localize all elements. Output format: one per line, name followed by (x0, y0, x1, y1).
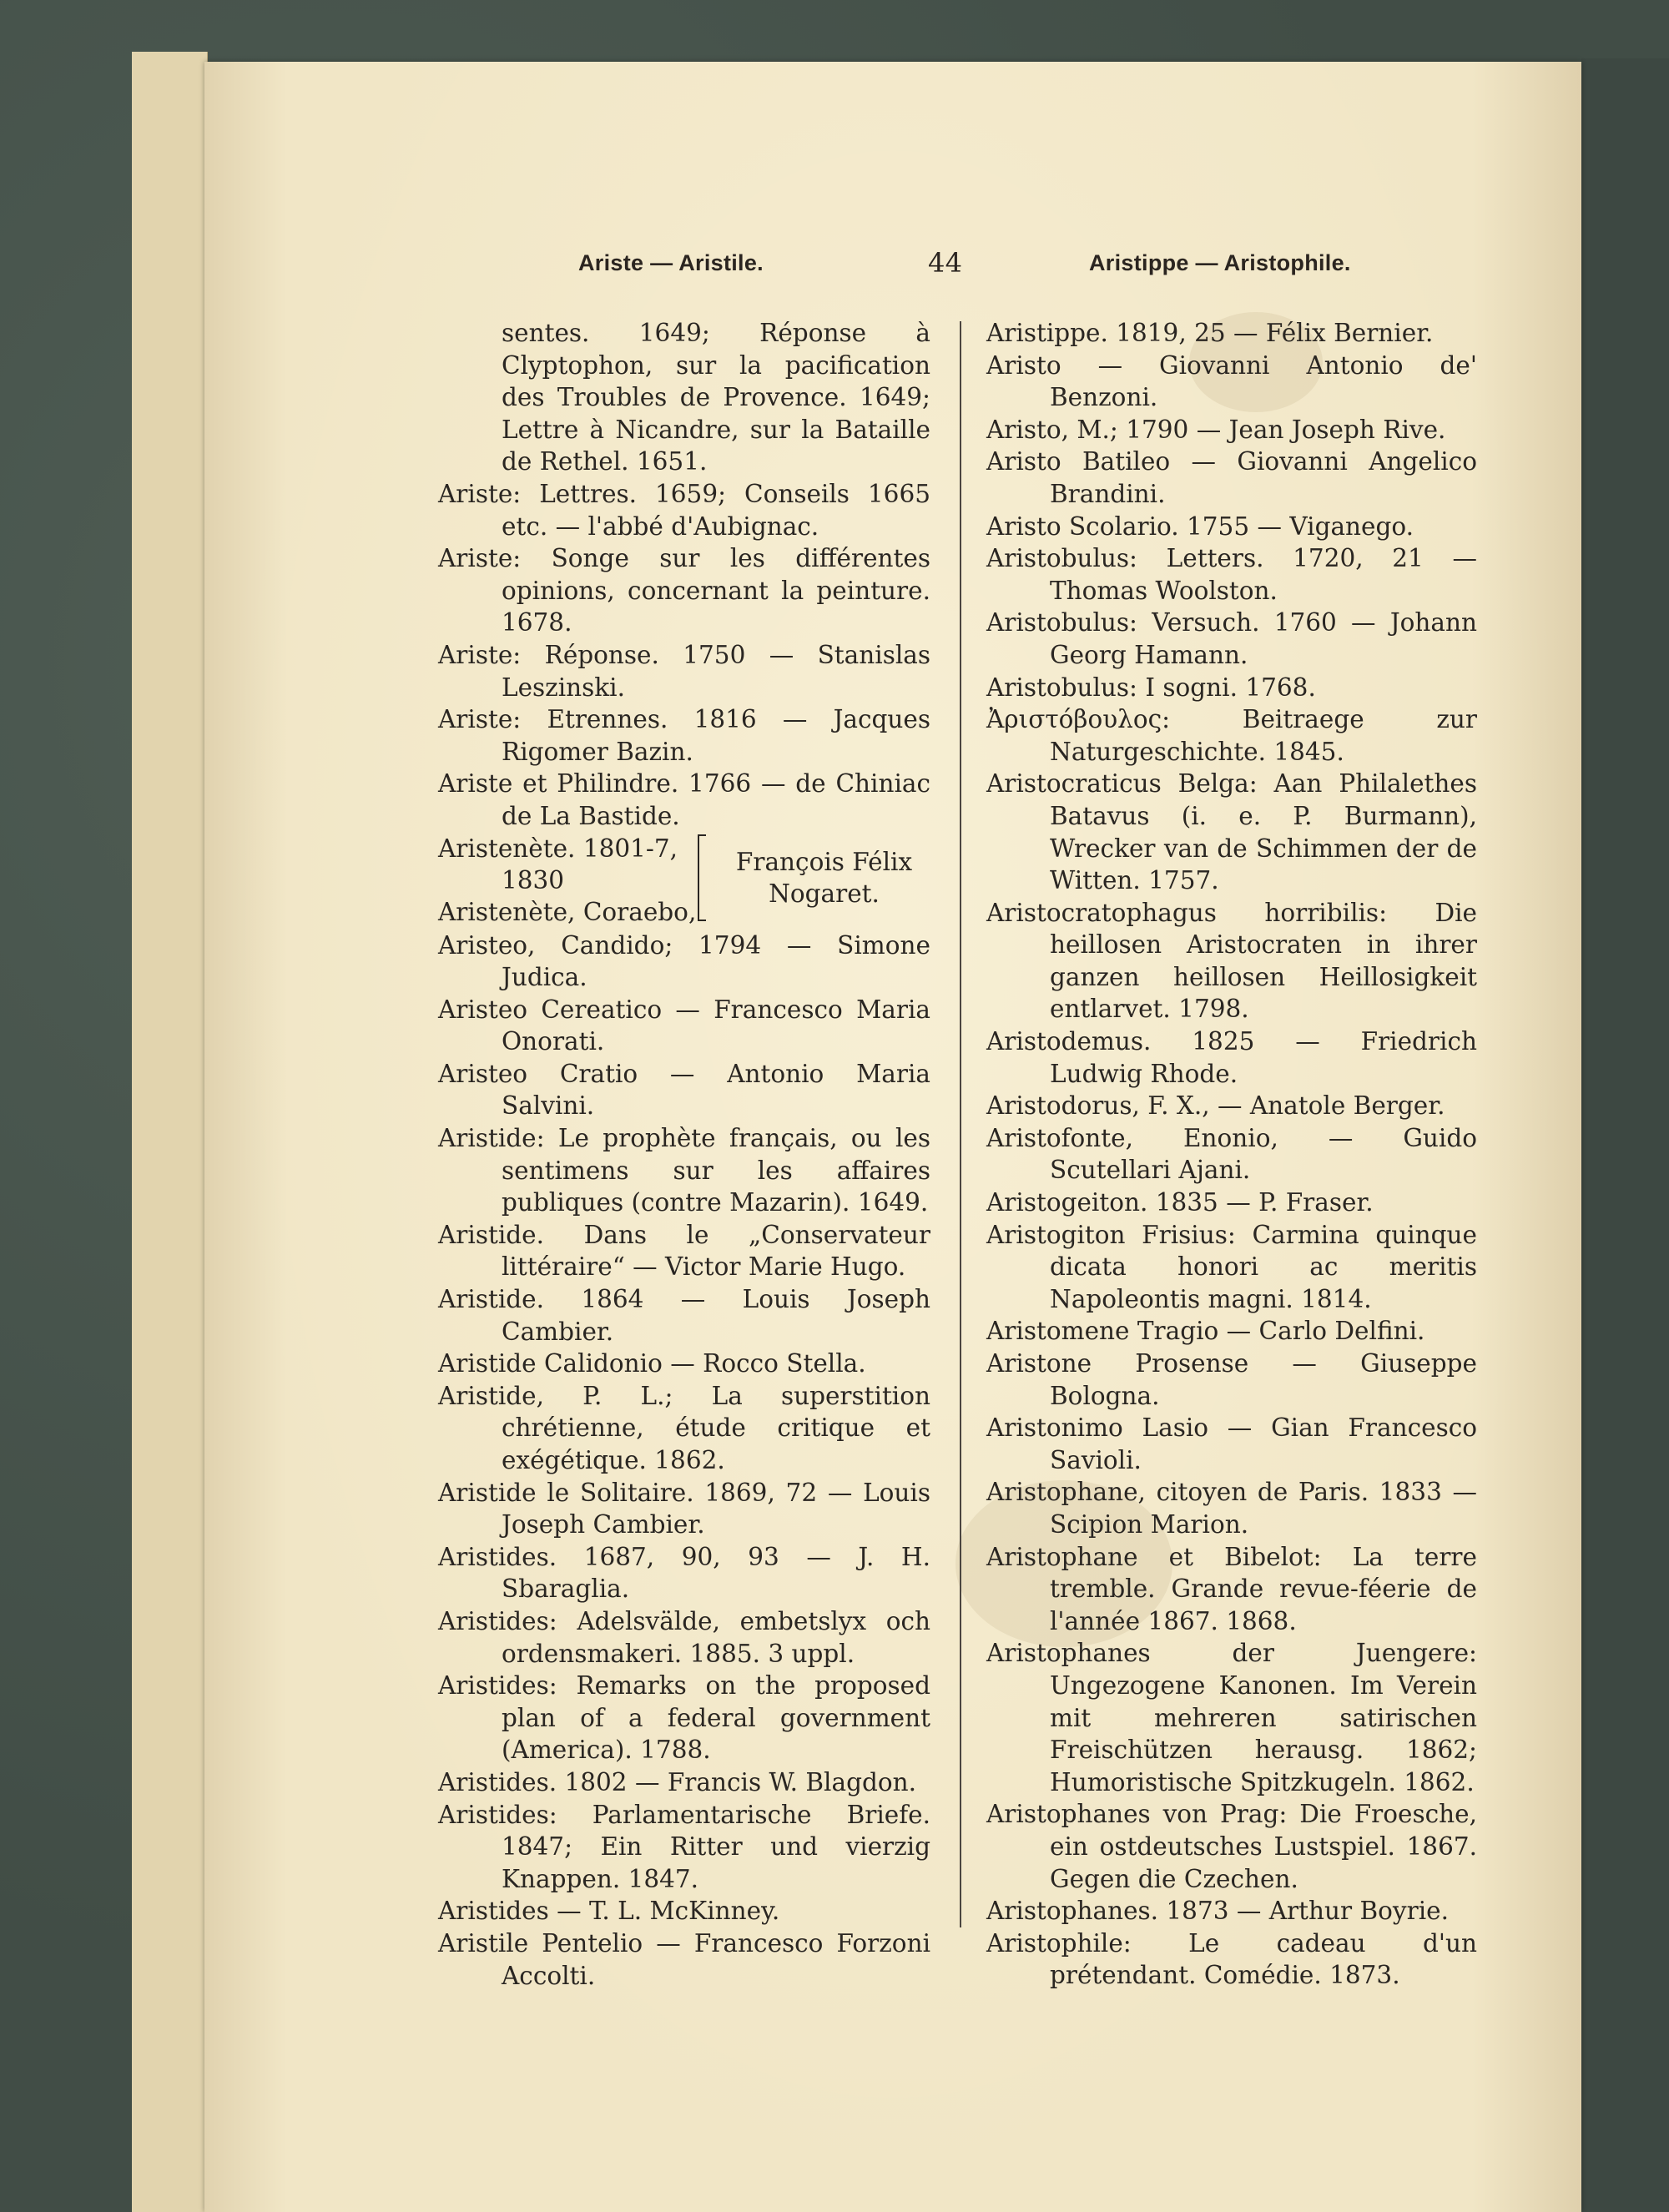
brace-line: Aristenète, Coraebo, (438, 897, 697, 926)
index-entry: Aristodorus, F. X., — Anatole Berger. (986, 1091, 1445, 1121)
brace-line: Aristenète. 1801-7, (438, 834, 678, 863)
page-number: 44 (928, 247, 963, 279)
index-entry: Aristides. 1687, 90, 93 — J. H. Sbaraglia. (438, 1542, 930, 1604)
brace-target: François Félix Nogaret. (735, 847, 913, 908)
index-entry: Ariste: Lettres. 1659; Conseils 1665 etc. — l'abbé d'Aubignac. (438, 479, 930, 541)
index-entry: Aristophane, citoyen de Paris. 1833 — Scipion Marion. (986, 1478, 1477, 1539)
index-entry: Aristippe. 1819, 25 — Félix Bernier. (986, 319, 1434, 347)
index-entry: Ariste et Philindre. 1766 — de Chiniac de La Bastide. (438, 769, 930, 830)
index-entry: Aristophane et Bibelot: La terre tremble. Grande revue-féerie de l'année 1867. 1868. (986, 1542, 1477, 1635)
brace-group-entry (438, 833, 930, 930)
index-entry: Aristide le Solitaire. 1869, 72 — Louis Joseph Cambier. (438, 1478, 930, 1539)
index-entry: Aristo, M.; 1790 — Jean Joseph Rive. (986, 415, 1446, 444)
index-entry: Ἀριστόβουλος: Beitraege zur Naturgeschichte. 1845. (986, 705, 1477, 766)
index-entry: Ariste: Songe sur les différentes opinions, concernant la peinture. 1678. (438, 544, 930, 637)
index-entry: Aristonimo Lasio — Gian Francesco Savioli. (986, 1413, 1477, 1474)
index-entry: Aristide Calidonio — Rocco Stella. (438, 1349, 866, 1378)
index-entry: Aristile Pentelio — Francesco Forzoni Accolti. (438, 1928, 930, 1990)
index-entry: Ariste: Etrennes. 1816 — Jacques Rigomer Bazin. (438, 705, 930, 766)
index-entry: Aristides: Adelsvälde, embetslyx och ordensmakeri. 1885. 3 uppl. (438, 1606, 930, 1668)
index-entry: Aristide. 1864 — Louis Joseph Cambier. (438, 1285, 930, 1346)
index-entry: Aristofonte, Enonio, — Guido Scutellari Ajani. (986, 1123, 1477, 1185)
index-entry: Aristide, P. L.; La superstition chrétienne, étude critique et exégétique. 1862. (438, 1381, 930, 1474)
index-entry: Aristomene Tragio — Carlo Delfini. (986, 1317, 1425, 1346)
left-column (438, 317, 930, 1992)
index-entry: Aristogeiton. 1835 — P. Fraser. (986, 1188, 1374, 1217)
curly-brace (698, 834, 708, 921)
column-divider (960, 321, 961, 1927)
index-entry: Aristone Prosense — Giuseppe Bologna. (986, 1349, 1477, 1410)
index-entry: Aristodemus. 1825 — Friedrich Ludwig Rhode. (986, 1027, 1477, 1088)
index-entry: Aristo Batileo — Giovanni Angelico Brandini. (986, 447, 1477, 508)
index-entry: Aristogiton Frisius: Carmina quinque dicata honori ac meritis Napoleontis magni. 1814. (986, 1220, 1477, 1313)
index-entry: Aristeo Cratio — Antonio Maria Salvini. (438, 1059, 930, 1121)
index-entry: Aristide: Le prophète français, ou les sentimens sur les affaires publiques (contre Mazarin). 1649. (438, 1124, 930, 1217)
index-entry: Aristocratophagus horribilis: Die heillosen Aristocraten in ihrer ganzen heillosen Heillosigkeit entlarvet. 1798. (986, 898, 1477, 1024)
index-entry: Aristophanes der Juengere: Ungezogene Kanonen. Im Verein mit mehreren satirischen Freischützen herausg. 1862; Humoristische Spitzkugeln. 1862. (986, 1639, 1477, 1796)
index-entry: Aristocraticus Belga: Aan Philalethes Batavus (i. e. P. Burmann), Wrecker van de Schimmen der de Witten. 1757. (986, 769, 1477, 895)
index-entry: sentes. 1649; Réponse à Clyptophon, sur la pacification des Troubles de Provence. 1649; Lettre à Nicandre, sur la Bataille de Rethel. 1651. (502, 319, 930, 476)
index-entry: Ariste: Réponse. 1750 — Stanislas Leszinski. (438, 640, 930, 702)
index-entry: Aristobulus: Versuch. 1760 — Johann Georg Hamann. (986, 608, 1477, 669)
index-entry: Aristo — Giovanni Antonio de' Benzoni. (986, 350, 1477, 412)
index-entry: Aristides. 1802 — Francis W. Blagdon. (438, 1767, 916, 1796)
brace-line: 1830 (502, 865, 565, 894)
index-entry: Aristide. Dans le „Conservateur littéraire“ — Victor Marie Hugo. (438, 1220, 930, 1282)
right-column (986, 317, 1477, 1992)
index-entry: Aristides: Parlamentarische Briefe. 1847; Ein Ritter und vierzig Knappen. 1847. (438, 1800, 930, 1893)
index-entry: Aristo Scolario. 1755 — Viganego. (986, 511, 1414, 541)
index-entry: Aristeo Cereatico — Francesco Maria Onorati. (438, 995, 930, 1056)
index-entry: Aristides: Remarks on the proposed plan of a federal government (America). 1788. (438, 1671, 930, 1765)
running-header-left: Ariste — Aristile. (578, 250, 764, 275)
index-entry: Aristides — T. L. McKinney. (438, 1897, 780, 1926)
index-entry: Aristophanes. 1873 — Arthur Boyrie. (986, 1897, 1449, 1926)
running-header-right: Aristippe — Aristophile. (1089, 250, 1351, 275)
index-entry: Aristobulus: I sogni. 1768. (986, 673, 1316, 702)
cover-right-edge (1581, 58, 1669, 2212)
index-entry: Aristophanes von Prag: Die Froesche, ein ostdeutsches Lustspiel. 1867. Gegen die Czechen. (986, 1800, 1477, 1893)
index-entry: Aristophile: Le cadeau d'un prétendant. Comédie. 1873. (986, 1928, 1477, 1990)
index-entry: Aristobulus: Letters. 1720, 21 — Thomas Woolston. (986, 544, 1477, 605)
index-entry: Aristeo, Candido; 1794 — Simone Judica. (438, 930, 930, 992)
